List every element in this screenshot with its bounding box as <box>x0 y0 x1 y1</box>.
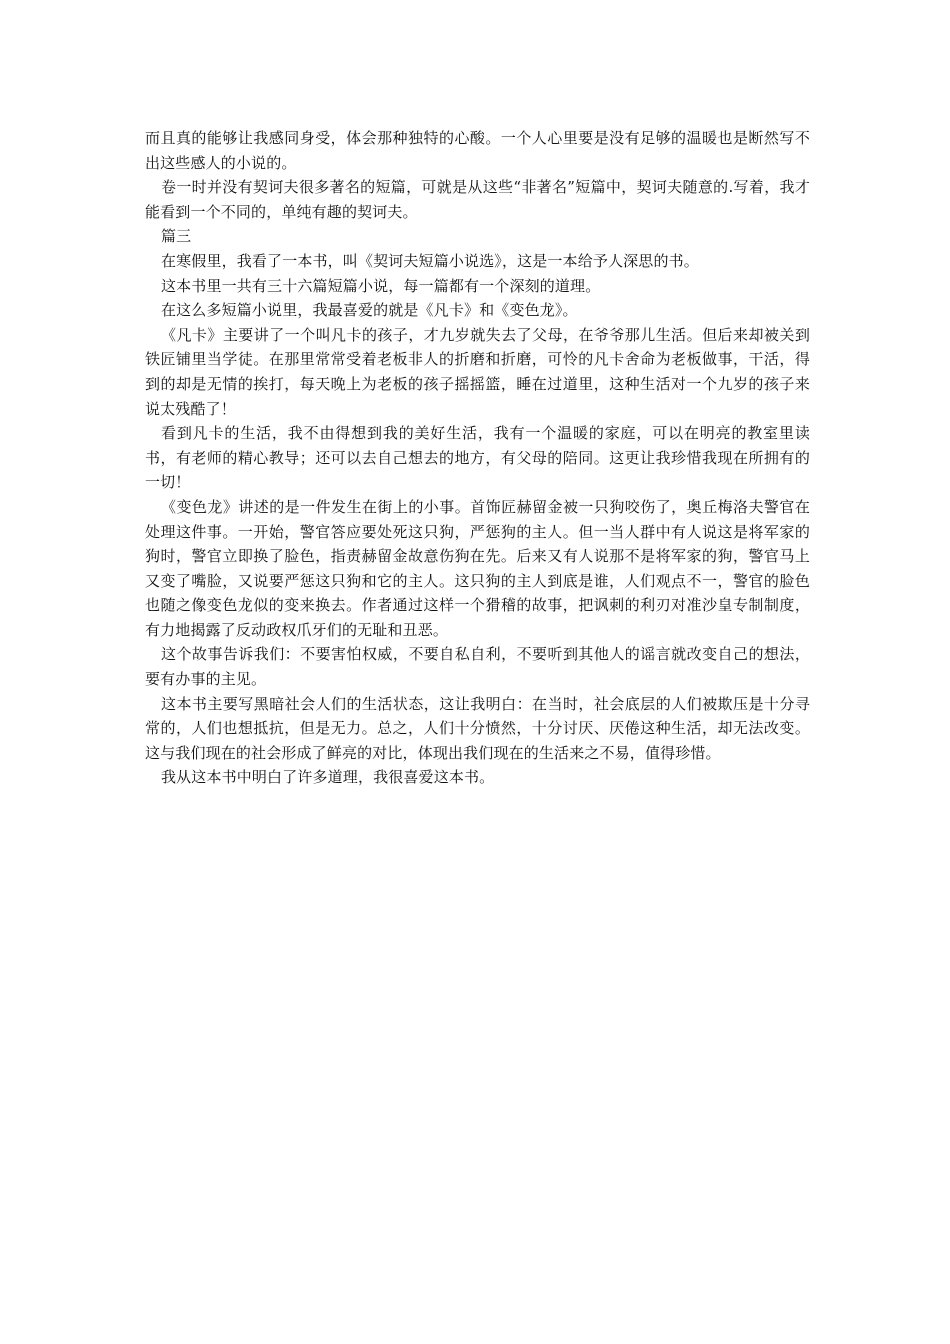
paragraph: 卷一时并没有契诃夫很多著名的短篇，可就是从这些“非著名”短篇中，契诃夫随意的.写着，我才能看到一个不同的，单纯有趣的契诃夫。 <box>145 178 810 221</box>
paragraph: 《凡卡》主要讲了一个叫凡卡的孩子，才九岁就失去了父母，在爷爷那儿生活。但后来却被关到铁匠铺里当学徒。在那里常常受着老板非人的折磨和折磨，可怜的凡卡舍命为老板做事，干活，得到的却是无情的挨打，每天晚上为老板的孩子摇摇篮，睡在过道里，这种生活对一个九岁的孩子来说太残酷了！ <box>145 325 810 418</box>
paragraph: 《变色龙》讲述的是一件发生在街上的小事。首饰匠赫留金被一只狗咬伤了，奥丘梅洛夫警官在处理这件事。一开始，警官答应要处死这只狗，严惩狗的主人。但一当人群中有人说这是将军家的狗时，警官立即换了脸色，指责赫留金故意伤狗在先。后来又有人说那不是将军家的狗，警官马上又变了嘴脸，又说要严惩这只狗和它的主人。这只狗的主人到底是谁，人们观点不一，警官的脸色也随之像变色龙似的变来换去。作者通过这样一个猾稽的故事，把讽刺的利刃对准沙皇专制制度，有力地揭露了反动政权爪牙们的无耻和丑恶。 <box>145 497 810 639</box>
section-heading: 篇三 <box>161 227 192 246</box>
document-body <box>145 126 810 790</box>
paragraph: 在这么多短篇小说里，我最喜爱的就是《凡卡》和《变色龙》。 <box>161 301 578 320</box>
paragraph: 我从这本书中明白了许多道理，我很喜爱这本书。 <box>161 768 495 787</box>
paragraph: 而且真的能够让我感同身受，体会那种独特的心酸。一个人心里要是没有足够的温暖也是断然写不出这些感人的小说的。 <box>145 129 810 172</box>
paragraph: 这个故事告诉我们：不要害怕权威，不要自私自利，不要听到其他人的谣言就改变自己的想法，要有办事的主见。 <box>145 645 810 689</box>
paragraph: 这本书里一共有三十六篇短篇小说，每一篇都有一个深刻的道理。 <box>161 276 601 295</box>
paragraph: 在寒假里，我看了一本书，叫《契诃夫短篇小说选》，这是一本给予人深思的书。 <box>161 251 699 270</box>
paragraph: 这本书主要写黑暗社会人们的生活状态，这让我明白：在当时，社会底层的人们被欺压是十分寻常的，人们也想抵抗，但是无力。总之，人们十分愤然，十分讨厌、厌倦这种生活，却无法改变。这与我们现在的社会形成了鲜亮的对比，体现出我们现在的生活来之不易，值得珍惜。 <box>145 694 810 762</box>
paragraph: 看到凡卡的生活，我不由得想到我的美好生活，我有一个温暖的家庭，可以在明亮的教室里读书，有老师的精心教导；还可以去自己想去的地方，有父母的陪同。这更让我珍惜我现在所拥有的一切！ <box>145 424 810 492</box>
